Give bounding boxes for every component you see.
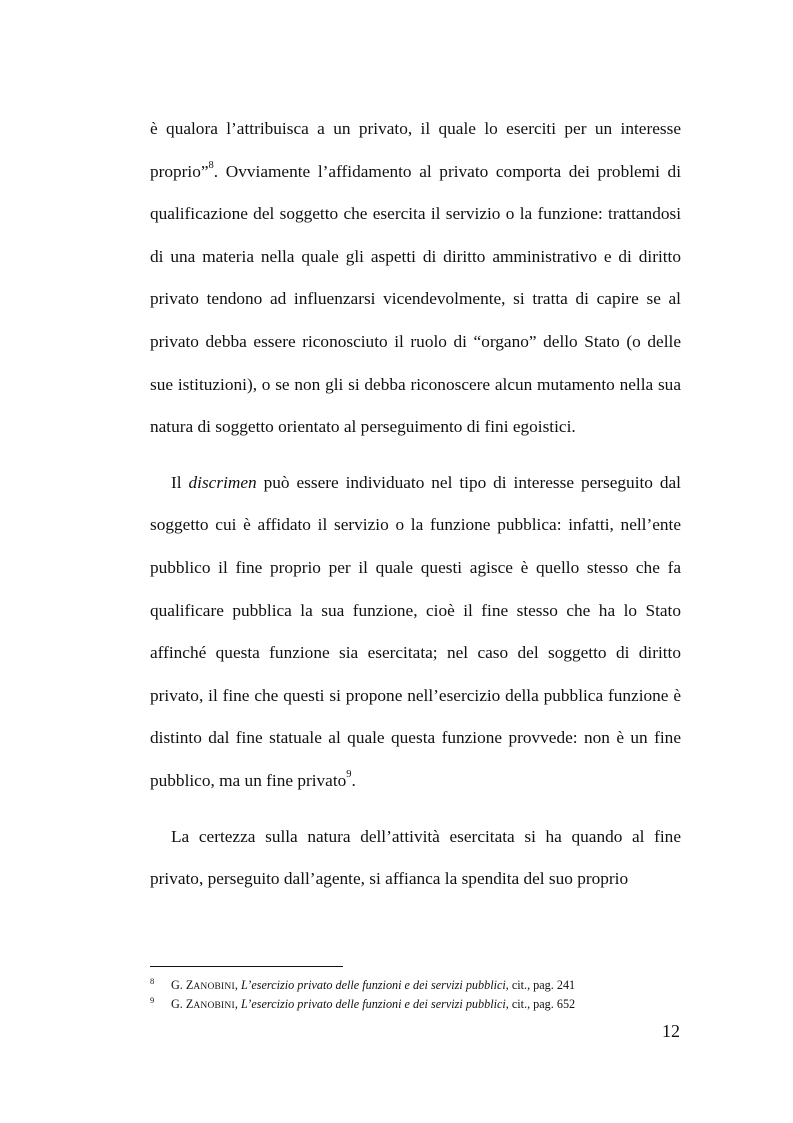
page-number: 12 [662,1021,680,1041]
footnote-author-initial: G. Z [171,978,194,992]
footnote-mark: 8 [150,976,155,986]
footnote-divider [150,966,343,967]
footnotes [150,977,681,1014]
paragraph-1 [150,108,681,449]
paragraph-1-text: è qualora l’attribuisca a un privato, il quale lo eserciti per un interesse proprio” [150,119,681,181]
paragraph-2-lead: Il [171,472,189,492]
footnote-tail: , cit., pag. 241 [505,978,576,992]
footnote-mark: 9 [150,994,155,1005]
footnote-title: L’esercizio privato delle funzioni e dei servizi pubblici [240,996,506,1011]
paragraph-3-text: La certezza sulla natura dell’attività esercitata si ha quando al fine privato, perseguito dall’agente, si affianca la spendita del suo proprio [150,826,681,889]
paragraph-1-text-cont: . Ovviamente l’affidamento al privato comporta dei problemi di qualificazione del soggetto che esercita il servizio o la funzione: trattandosi di una materia nella quale gli aspetti di diritto amministrativo e di diritto privato tendono ad influenzarsi vicendevolmente, si tratta di capire se al privato debba essere riconosciuto il ruolo di “organo” dello Stato (o delle sue istituzioni), o se non gli si debba riconoscere alcun mutamento nella sua natura di soggetto orientato al perseguimento di fini egoistici. [150,161,681,437]
footnote-tail: , cit., pag. 652 [505,996,576,1011]
footnote-sep: , [234,978,241,992]
footnote-author-rest: ANOBINI [193,1000,235,1011]
footnote-ref-9[interactable]: 9 [346,769,352,781]
paragraph-2-text: può essere individuato nel tipo di interesse perseguito dal soggetto cui è affidato il servizio o la funzione pubblica: infatti, nell’ente pubblico il fine proprio per il quale questi agisce è quello stesso che fa qualificare pubblica la sua funzione, cioè il fine stesso che ha lo Stato affinché questa funzione sia esercitata; nel caso del soggetto di diritto privato, il fine che questi si propone nell’esercizio della pubblica funzione è distinto dal fine statuale al quale questa funzione provvede: non è un fine pubblico, ma un fine privato [150,472,681,790]
paragraph-2 [150,462,681,803]
footnote-author-initial: G. Z [171,996,194,1011]
footnote-author-rest: ANOBINI [193,982,235,992]
footnote-title: L’esercizio privato delle funzioni e dei servizi pubblici [240,978,506,992]
paragraph-3 [150,816,681,901]
footnote-9 [150,996,681,1015]
italic-term: discrimen [188,472,257,492]
footnote-ref-8[interactable]: 8 [208,159,214,171]
paragraph-2-end: . [351,770,356,790]
body-text [150,108,681,901]
footnote-sep: , [234,996,241,1011]
footnote-8 [150,977,681,996]
